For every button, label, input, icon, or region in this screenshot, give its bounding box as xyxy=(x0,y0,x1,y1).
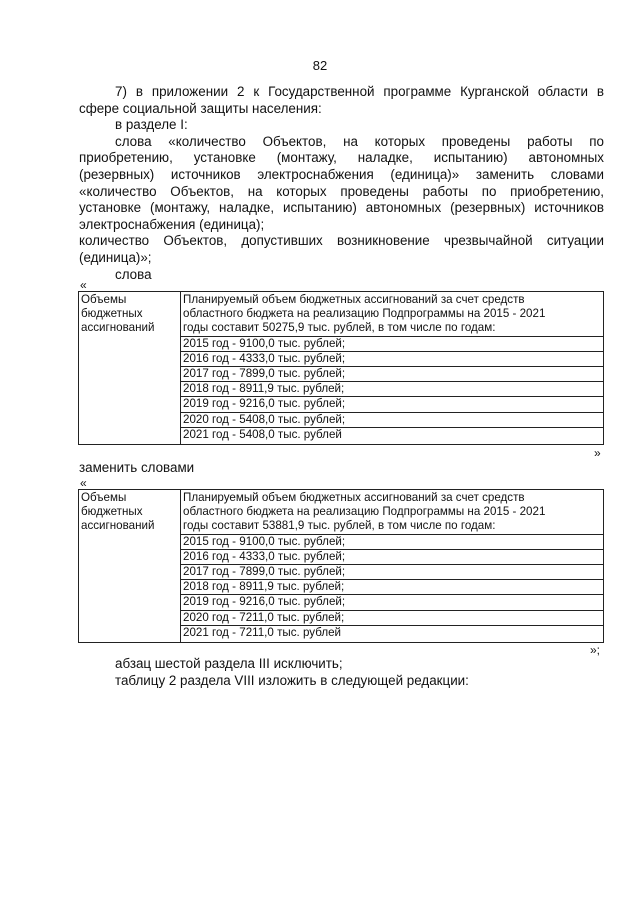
replace-text: заменить словами xyxy=(79,460,195,475)
page-number: 82 xyxy=(312,58,328,73)
intro-line: сфере социальной защиты населения: xyxy=(79,100,322,116)
year-line: 2018 год - 8911,9 тыс. рублей; xyxy=(180,381,603,396)
intro-line: «количество Объектов, на которых проведены работы по приобретению, xyxy=(79,183,604,199)
intro-line: электроснабжения (единица); xyxy=(79,216,265,232)
header-line: Планируемый объем бюджетных ассигнований за счет средств xyxy=(183,491,525,504)
year-line: 2015 год - 9100,0 тыс. рублей; xyxy=(180,534,603,549)
year-line: 2021 год - 5408,0 тыс. рублей xyxy=(180,427,603,442)
quote-open: « xyxy=(80,278,87,292)
year-line: 2017 год - 7899,0 тыс. рублей; xyxy=(180,366,603,381)
header-line: областного бюджета на реализацию Подпрограммы на 2015 - 2021 xyxy=(183,505,546,519)
year-line: 2016 год - 4333,0 тыс. рублей; xyxy=(180,351,603,366)
label-cell xyxy=(79,292,181,445)
intro-line: приобретению, установке (монтажу, наладке, испытанию) автономных xyxy=(79,150,604,166)
year-line: 2019 год - 9216,0 тыс. рублей; xyxy=(180,594,603,609)
intro-line: слова xyxy=(115,266,152,282)
intro-line: установке (монтажу, наладке, испытанию) автономных (резервных) источников xyxy=(79,200,604,216)
value-cell xyxy=(181,490,604,643)
year-line: 2015 год - 9100,0 тыс. рублей; xyxy=(180,336,603,351)
intro-line: (резервных) источников электроснабжения (единица)» заменить словами xyxy=(79,166,604,182)
intro-line: (единица)»; xyxy=(79,249,152,265)
header-line: Планируемый объем бюджетных ассигнований за счет средств xyxy=(183,293,525,306)
year-line: 2020 год - 7211,0 тыс. рублей; xyxy=(180,610,603,625)
label-line: бюджетных xyxy=(81,307,143,321)
outro-block xyxy=(79,656,604,689)
label-line: Объемы xyxy=(81,293,127,306)
label-line: ассигнований xyxy=(81,321,155,335)
year-line: 2017 год - 7899,0 тыс. рублей; xyxy=(180,564,603,579)
year-line: 2018 год - 8911,9 тыс. рублей; xyxy=(180,579,603,594)
header-line: областного бюджета на реализацию Подпрограммы на 2015 - 2021 xyxy=(183,307,546,321)
year-line: 2019 год - 9216,0 тыс. рублей; xyxy=(180,396,603,411)
outro-line: абзац шестой раздела III исключить; xyxy=(115,656,343,671)
header-line: годы составит 50275,9 тыс. рублей, в том числе по годам: xyxy=(183,321,496,335)
budget-table-new xyxy=(78,489,604,643)
intro-line: 7) в приложении 2 к Государственной программе Курганской области в xyxy=(115,84,604,99)
intro-block xyxy=(79,84,604,283)
label-cell xyxy=(79,490,181,643)
value-cell xyxy=(181,292,604,445)
intro-line: в разделе I: xyxy=(115,117,188,133)
intro-line: количество Объектов, допустивших возникновение чрезвычайной ситуации xyxy=(79,233,604,249)
label-line: Объемы xyxy=(81,491,127,504)
quote-close: » xyxy=(594,446,601,460)
intro-line: слова «количество Объектов, на которых проведены работы по xyxy=(115,133,604,149)
outro-line: таблицу 2 раздела VIII изложить в следующей редакции: xyxy=(115,672,469,688)
year-line: 2021 год - 7211,0 тыс. рублей xyxy=(180,625,603,640)
budget-table-old xyxy=(78,291,604,445)
quote-close: »; xyxy=(590,643,601,657)
quote-open: « xyxy=(80,476,87,490)
label-line: бюджетных xyxy=(81,505,143,519)
year-line: 2016 год - 4333,0 тыс. рублей; xyxy=(180,549,603,564)
year-line: 2020 год - 5408,0 тыс. рублей; xyxy=(180,412,603,427)
label-line: ассигнований xyxy=(81,519,155,533)
header-line: годы составит 53881,9 тыс. рублей, в том числе по годам: xyxy=(183,519,496,533)
